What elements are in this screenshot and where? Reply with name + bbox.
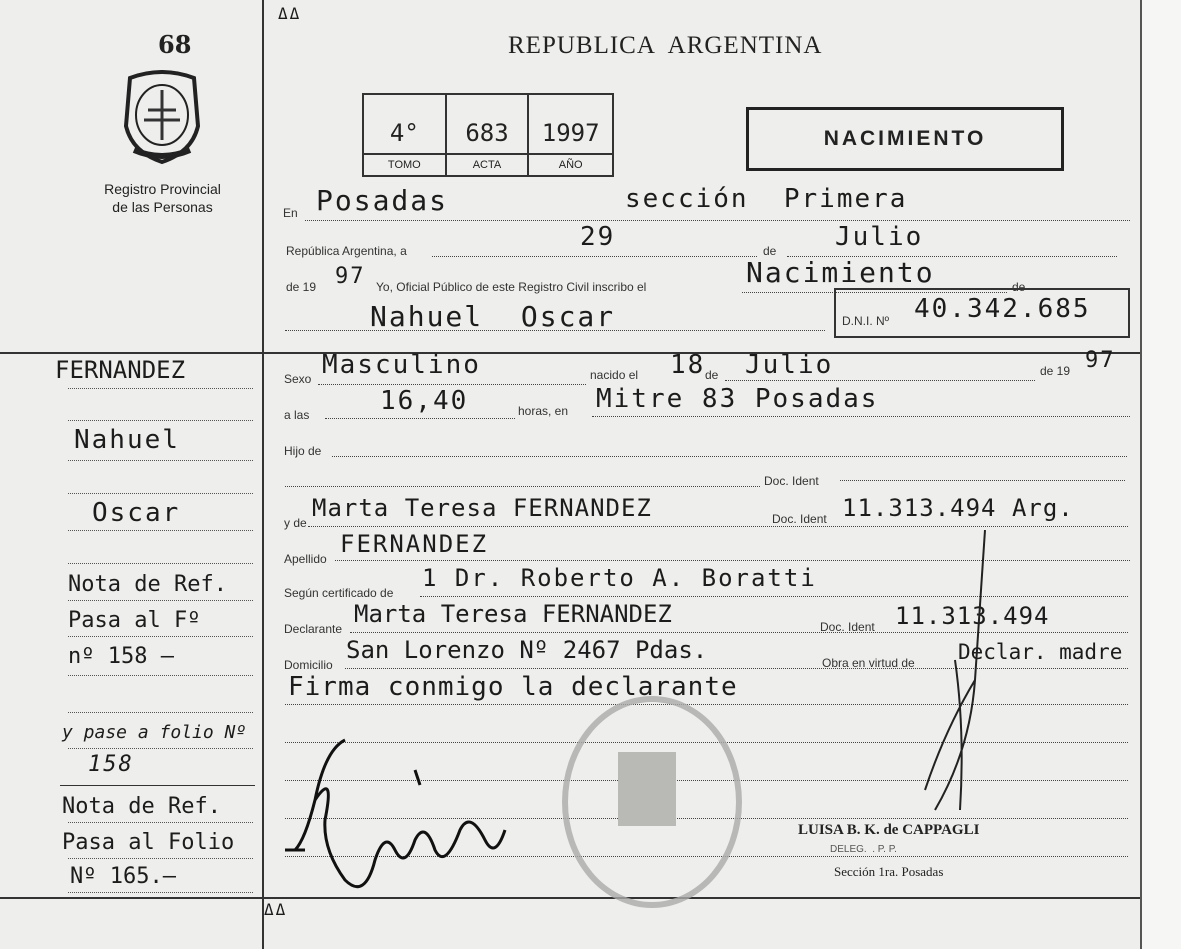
- margin-line-14: [68, 892, 253, 893]
- birth-month-line: [725, 380, 1035, 381]
- margin-surname: FERNANDEZ: [55, 356, 186, 384]
- father-doc-line: [840, 480, 1125, 481]
- registry-line-1: Registro Provincial: [104, 181, 221, 197]
- father-line: [332, 456, 1127, 457]
- ledger-box: [362, 93, 614, 177]
- margin-line-13: [68, 858, 253, 859]
- page-edge: [1140, 0, 1181, 949]
- month-value: Julio: [835, 222, 924, 252]
- margin-line-1: [68, 388, 253, 389]
- certifier-line: [420, 596, 1128, 597]
- margin-line-5: [68, 530, 253, 531]
- father-cont-line: [285, 486, 760, 487]
- margin-note3-line1: Nota de Ref.: [62, 794, 221, 819]
- country-title: REPUBLICA ARGENTINA: [508, 32, 823, 59]
- margin-line-9: [68, 675, 253, 676]
- declarant-signature: [285, 730, 525, 910]
- surname-value: FERNANDEZ: [340, 530, 489, 558]
- tomo-value: 4°: [389, 119, 419, 147]
- day-line: [432, 256, 757, 257]
- corner-mark: ΔΔ: [278, 4, 302, 23]
- margin-note1-line1: Nota de Ref.: [68, 572, 227, 597]
- tomo-cell: [364, 95, 447, 175]
- nacido-label: nacido el: [590, 368, 639, 382]
- mother-doc-value: 11.313.494 Arg.: [842, 494, 1074, 522]
- note-value: Firma conmigo la declarante: [288, 672, 738, 702]
- margin-line-6: [68, 563, 253, 564]
- by-virtue-value: Declar. madre: [958, 640, 1123, 664]
- en-label: En: [283, 206, 298, 220]
- horas-label: horas, en: [518, 404, 569, 418]
- sex-line: [318, 384, 586, 385]
- birth-place-line: [592, 416, 1130, 417]
- margin-note3-line3: Nº 165.—: [70, 864, 176, 889]
- official-text: Yo, Oficial Público de este Registro Civil inscribo el: [376, 280, 647, 294]
- address-value: San Lorenzo Nº 2467 Pdas.: [346, 636, 708, 664]
- province-seal-icon: [120, 70, 204, 166]
- sexo-label: Sexo: [284, 372, 312, 386]
- stamp-emblem: [618, 752, 676, 826]
- city-line: [305, 220, 1130, 221]
- margin-line-12: [68, 822, 253, 823]
- birth-place-value: Mitre 83 Posadas: [596, 384, 879, 414]
- certifier-value: 1 Dr. Roberto A. Boratti: [422, 564, 817, 592]
- year-value: 97: [335, 264, 366, 289]
- margin-divider: [262, 0, 264, 949]
- domicilio-label: Domicilio: [284, 658, 333, 672]
- city-value: Posadas: [316, 184, 449, 217]
- official-name: LUISA B. K. de CAPPAGLI: [798, 822, 980, 838]
- margin-line-3: [68, 460, 253, 461]
- y-de-label: y de: [284, 516, 307, 530]
- record-type-box: NACIMIENTO: [746, 107, 1064, 171]
- bottom-mark: ΔΔ: [264, 900, 288, 919]
- official-section: Sección 1ra. Posadas: [834, 864, 944, 879]
- margin-note2-line1: y pase a folio Nº: [62, 722, 247, 743]
- section-value: sección Primera: [625, 184, 908, 214]
- margin-note2-line2: 158: [88, 752, 134, 777]
- acta-label: ACTA: [447, 153, 528, 175]
- apellido-label: Apellido: [284, 552, 327, 566]
- doc-ident-label-2: Doc. Ident: [772, 512, 827, 526]
- sex-value: Masculino: [322, 350, 481, 380]
- dni-value: 40.342.685: [914, 294, 1091, 324]
- official-signature: [915, 530, 1015, 830]
- anio-cell: [529, 95, 612, 175]
- margin-note3-line2: Pasa al Folio: [62, 830, 235, 855]
- declarant-doc-value: 11.313.494: [895, 602, 1050, 630]
- dni-label: D.N.I. Nº: [842, 314, 890, 328]
- registry-line-2: de las Personas: [112, 199, 213, 215]
- tomo-label: TOMO: [364, 153, 445, 175]
- de-label-2: de: [1012, 280, 1026, 294]
- declarant-value: Marta Teresa FERNANDEZ: [354, 600, 672, 628]
- act-type-value: Nacimiento: [746, 256, 935, 289]
- registry-name: [80, 180, 245, 216]
- margin-line-8: [68, 636, 253, 637]
- de19-label-2: de 19: [1040, 364, 1071, 378]
- obra-label: Obra en virtud de: [822, 656, 915, 670]
- de-label-3: de: [705, 368, 719, 382]
- birth-month-value: Julio: [745, 350, 834, 380]
- de-label: de: [763, 244, 777, 258]
- acta-value: 683: [465, 119, 509, 147]
- margin-line-2: [68, 420, 253, 421]
- folio-number: 68: [158, 30, 192, 59]
- birth-year-value: 97: [1085, 348, 1116, 373]
- birth-day-value: 18: [670, 350, 706, 380]
- margin-note1-line2: Pasa al Fº: [68, 608, 201, 633]
- time-value: 16,40: [380, 386, 469, 416]
- margin-line-7: [68, 600, 253, 601]
- anio-value: 1997: [541, 119, 600, 147]
- margin-line-4: [68, 493, 253, 494]
- doc-ident-label: Doc. Ident: [764, 474, 819, 488]
- margin-line-11: [68, 748, 253, 749]
- de19-label: de 19: [286, 280, 317, 294]
- section-divider: [0, 352, 1140, 354]
- margin-name-2: Oscar: [92, 498, 181, 528]
- official-title: DELEG. . P. P.: [830, 844, 897, 855]
- declarante-label: Declarante: [284, 622, 343, 636]
- acta-cell: [447, 95, 530, 175]
- anio-label: AÑO: [529, 153, 612, 175]
- hijo-label: Hijo de: [284, 444, 322, 458]
- margin-line-10: [68, 712, 253, 713]
- margin-rule: [60, 785, 255, 786]
- republica-label: República Argentina, a: [286, 244, 407, 258]
- given-names-value: Nahuel Oscar: [370, 300, 616, 333]
- time-line: [325, 418, 515, 419]
- segun-label: Según certificado de: [284, 586, 394, 600]
- mother-value: Marta Teresa FERNANDEZ: [312, 494, 652, 522]
- margin-name-1: Nahuel: [74, 425, 180, 455]
- margin-note1-line3: nº 158 —: [68, 644, 174, 669]
- bottom-divider: [0, 897, 1140, 899]
- mother-line: [308, 526, 1128, 527]
- day-value: 29: [580, 222, 616, 252]
- a-las-label: a las: [284, 408, 310, 422]
- doc-ident-label-3: Doc. Ident: [820, 620, 875, 634]
